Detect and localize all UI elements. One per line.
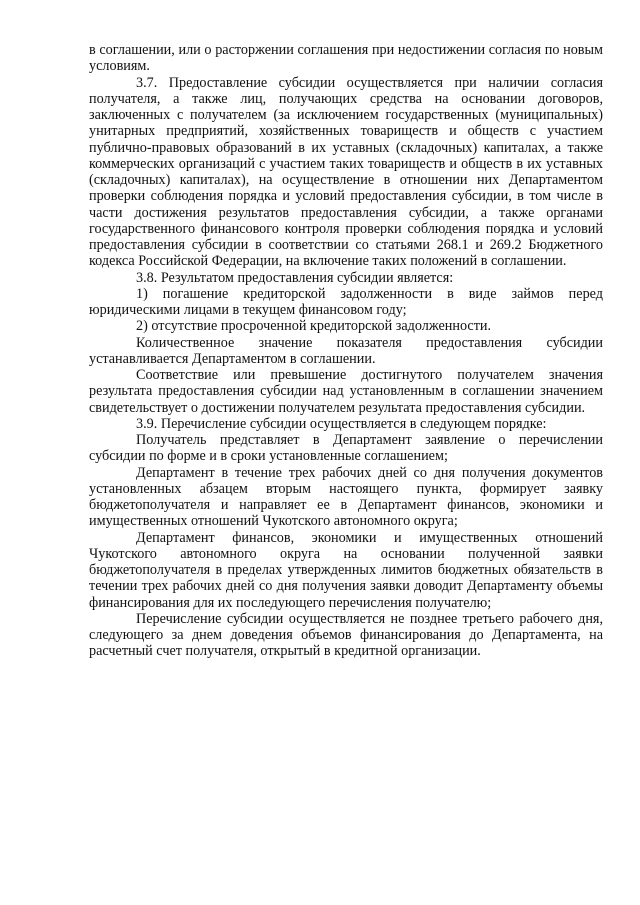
paragraph-finance-department: Департамент финансов, экономики и имущественных отношений Чукотского автономного округа на основании полученной заявки бюджетополучателя в пределах утвержденных лимитов бюджетных обязательств в течении трех рабочих дней со дня получения заявки доводит Департаменту объемы финансирования для их последующего перечисления получателю; bbox=[89, 529, 603, 611]
paragraph-3-7-consent: 3.7. Предоставление субсидии осуществляется при наличии согласия получателя, а также лиц, получающих средства на основании договоров, заключенных с получателем (за исключением государственных (муниципальных) унитарных предприятий, хозяйственных товариществ и обществ с участием публично-правовых образований в их уставных (складочных) капиталах, а также коммерческих организаций с участием таких товариществ и обществ в их уставных (складочных) капиталах), на осуществление в отношении них Департаментом проверки соблюдения порядка и условий предоставления субсидии, в том числе в части достижения результатов предоставления субсидии, а также органами государственного финансового контроля проверки соблюдения порядка и условий предоставления субсидии в соответствии со статьями 268.1 и 269.2 Бюджетного кодекса Российской Федерации, на включение таких положений в соглашении. bbox=[89, 74, 603, 270]
list-item-1-debt-repayment: 1) погашение кредиторской задолженности в виде займов перед юридическими лицами в текущем финансовом году; bbox=[89, 285, 603, 318]
paragraph-department-request: Департамент в течение трех рабочих дней со дня получения документов установленных абзацем вторым настоящего пункта, формирует заявку бюджетополучателя и направляет ее в Департамент финансов, экономики и имущественных отношений Чукотского автономного округа; bbox=[89, 464, 603, 530]
paragraph-3-8-result: 3.8. Результатом предоставления субсидии является: bbox=[136, 269, 454, 286]
document-page bbox=[89, 42, 603, 660]
paragraph-3-9-transfer-order: 3.9. Перечисление субсидии осуществляется в следующем порядке: bbox=[136, 415, 547, 432]
paragraph-continuation: в соглашении, или о расторжении соглашения при недостижении согласия по новым условиям. bbox=[89, 42, 603, 75]
paragraph-recipient-application: Получатель представляет в Департамент заявление о перечислении субсидии по форме и в сроки установленные соглашением; bbox=[89, 432, 603, 465]
paragraph-indicator-value: Количественное значение показателя предоставления субсидии устанавливается Департаментом в соглашении. bbox=[89, 334, 603, 367]
list-item-2-no-overdue-debt: 2) отсутствие просроченной кредиторской задолженности. bbox=[136, 318, 492, 335]
paragraph-transfer-deadline: Перечисление субсидии осуществляется не позднее третьего рабочего дня, следующего за днем доведения объемов финансирования до Департамента, на расчетный счет получателя, открытый в кредитной организации. bbox=[89, 610, 603, 660]
paragraph-compliance: Соответствие или превышение достигнутого получателем значения результата предоставления субсидии над установленным в соглашении значением свидетельствует о достижении получателем результата предоставления субсидии. bbox=[89, 367, 603, 416]
